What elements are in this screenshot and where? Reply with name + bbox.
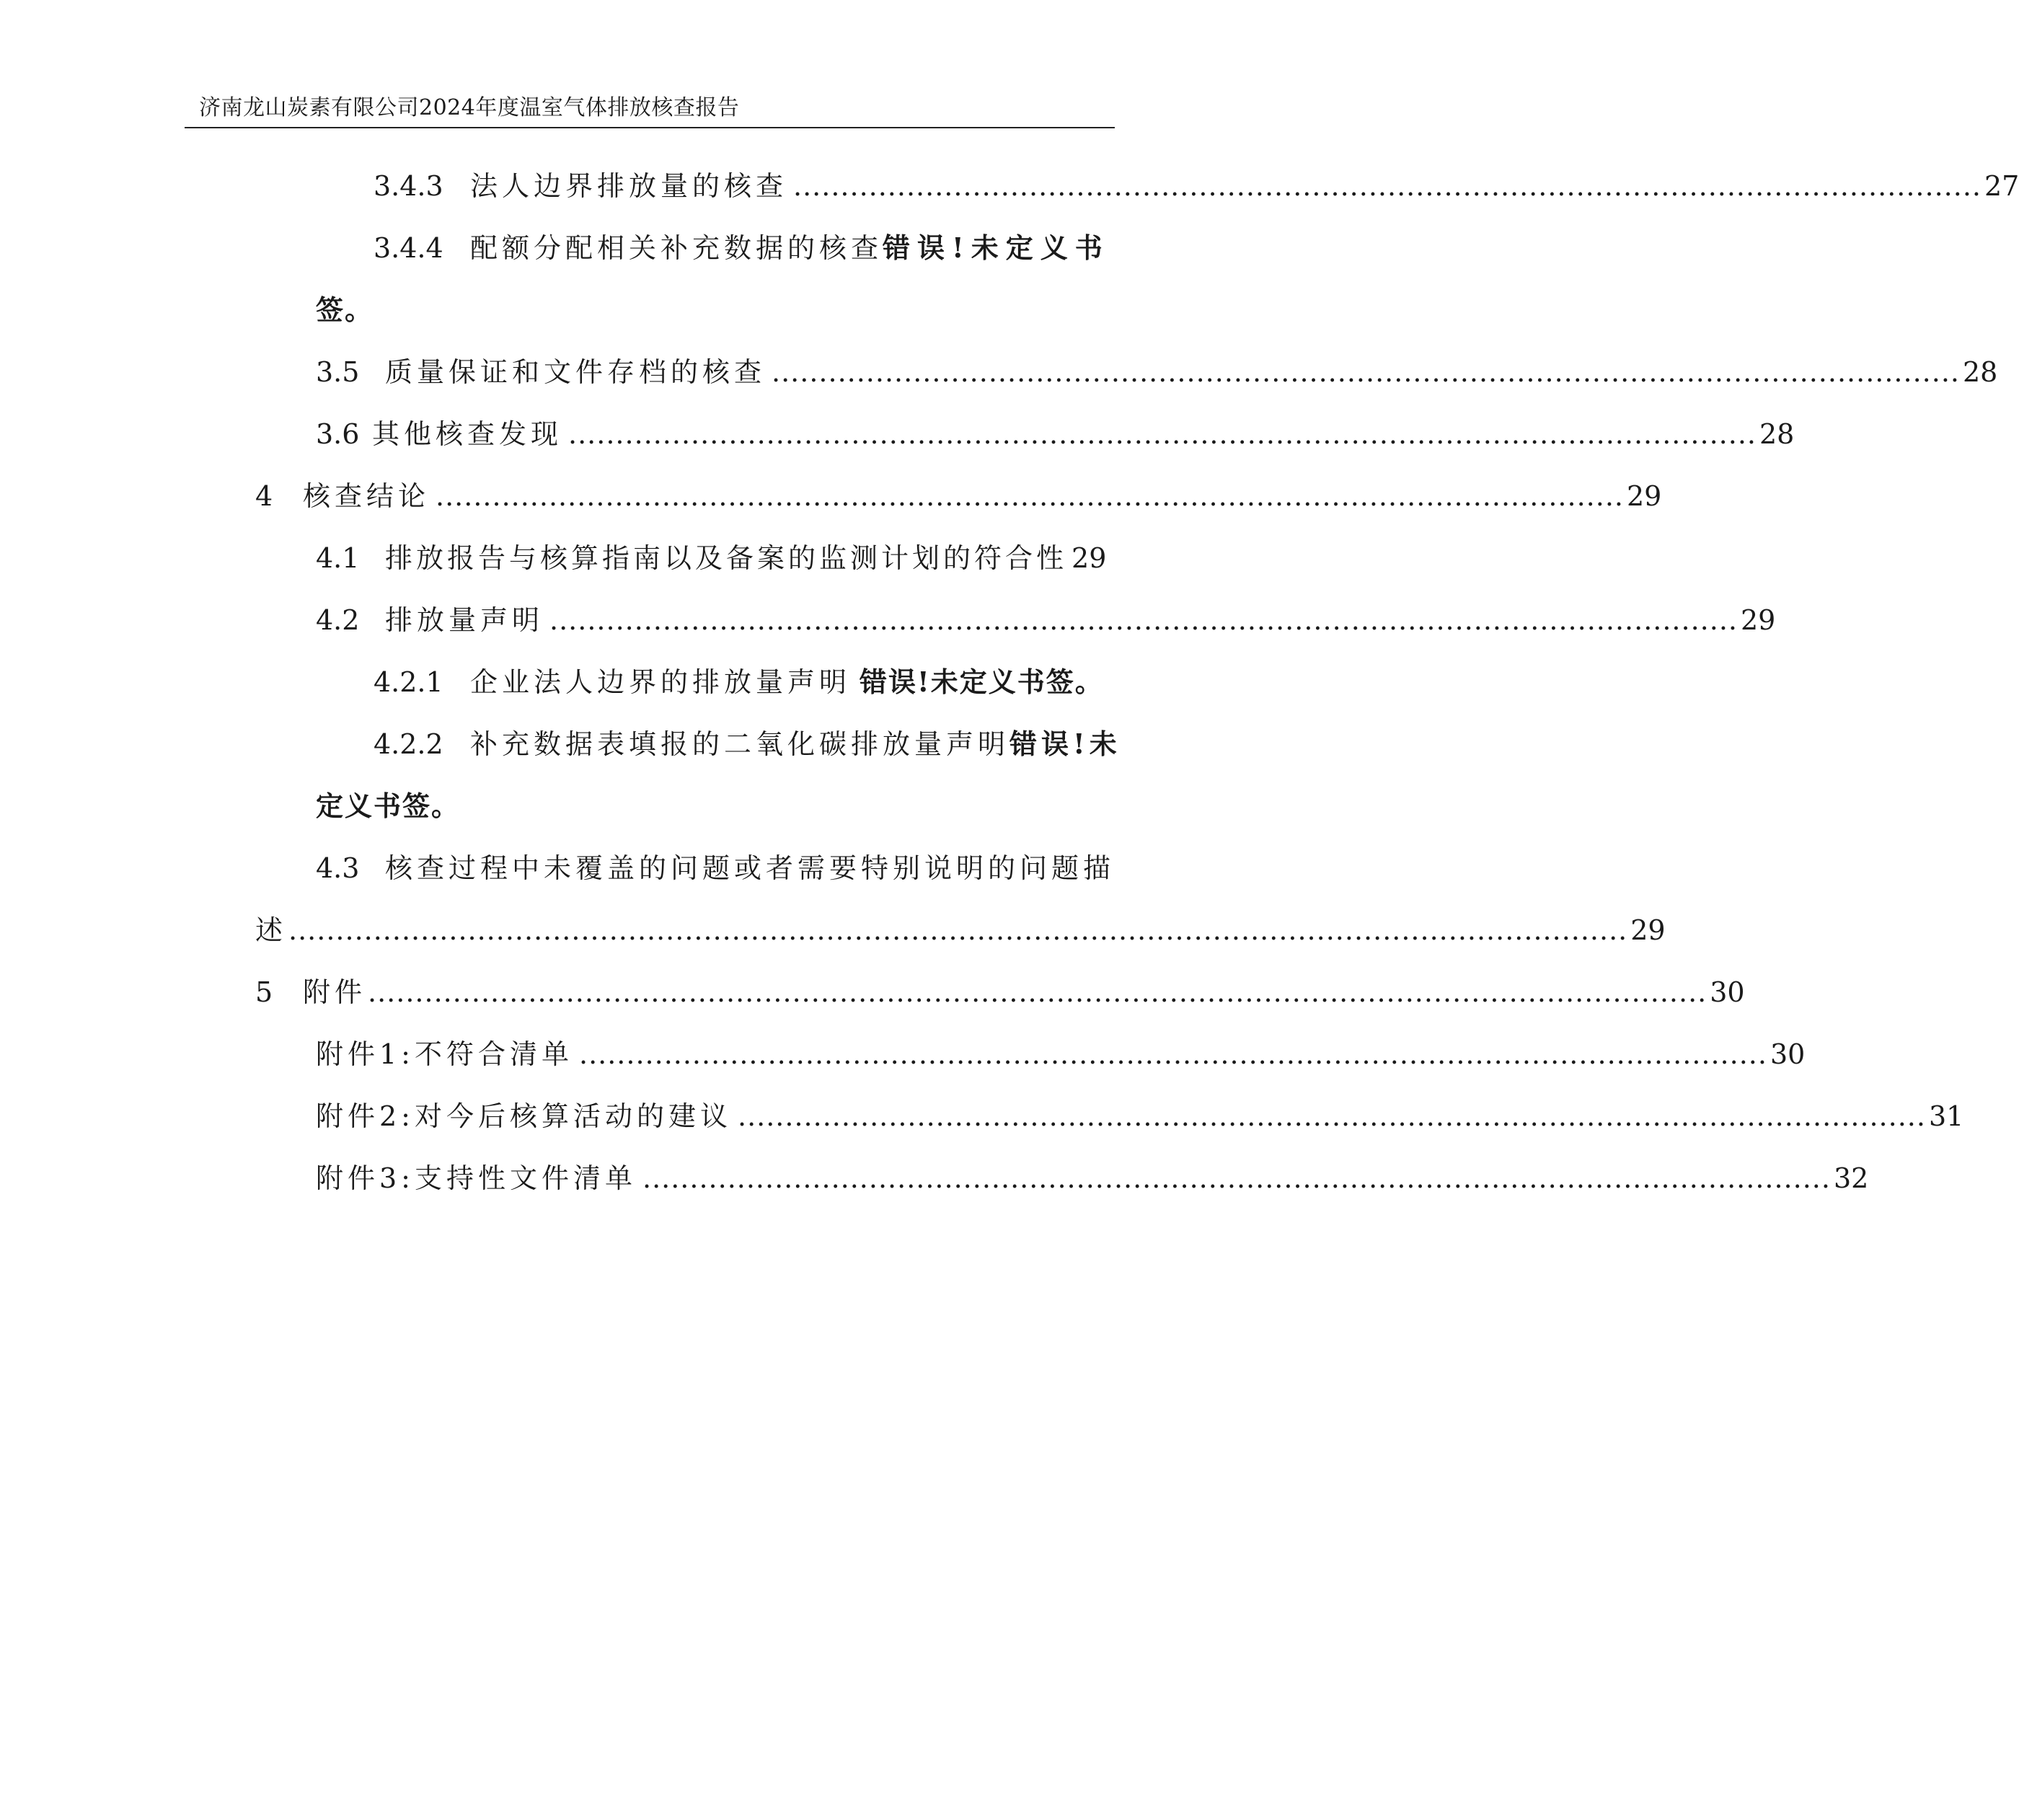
- toc-entry-4-1[interactable]: [316, 541, 1107, 575]
- toc-number: 3.5: [316, 356, 360, 388]
- toc-leader: ..............................................................................................................................: [578, 1038, 1767, 1070]
- toc-number: 4.2.1: [374, 666, 443, 698]
- toc-entry-4-2-1[interactable]: [374, 665, 1109, 699]
- toc-leader: ..............................................................................................................................: [436, 480, 1624, 512]
- toc-page-number: 28: [1759, 418, 1795, 450]
- toc-entry-4-3[interactable]: [316, 851, 1115, 885]
- toc-entry-3-6[interactable]: [316, 417, 1795, 451]
- toc-title: 排放量声明: [385, 604, 544, 636]
- toc-leader: ..............................................................................................................................................: [288, 914, 1628, 946]
- toc-number: 3.6: [316, 418, 360, 450]
- toc-page-number: 31: [1928, 1100, 1964, 1132]
- toc-leader: ..............................................................................................................................: [642, 1162, 1831, 1194]
- bookmark-error-text: 错误!未定义书签。: [860, 666, 1104, 698]
- toc-title: 核查过程中未覆盖的问题或者需要特别说明的问题描: [385, 852, 1115, 884]
- toc-title: 补充数据表填报的二氧化碳排放量声明: [470, 728, 1010, 760]
- toc-title: 企业法人边界的排放量声明: [470, 666, 852, 698]
- toc-page-number: 29: [1626, 480, 1662, 512]
- toc-title: 其他核查发现: [372, 418, 563, 450]
- toc-number: 4.3: [316, 852, 360, 884]
- toc-leader: ..............................................................................................................................: [568, 418, 1757, 450]
- toc-title: 述: [255, 914, 288, 946]
- toc-entry-attachment-3[interactable]: [316, 1161, 1869, 1196]
- toc-entry-3-4-3[interactable]: [374, 169, 2019, 203]
- toc-title: 附件3:支持性文件清单: [316, 1162, 637, 1194]
- toc-leader: ..............................................................................................................................: [549, 604, 1738, 636]
- toc-number: 4.1: [316, 542, 360, 574]
- toc-title: 配额分配相关补充数据的核查: [470, 232, 883, 264]
- toc-title: 附件: [303, 976, 367, 1008]
- toc-title: 法人边界排放量的核查: [470, 170, 788, 202]
- toc-entry-3-4-4[interactable]: [374, 231, 1110, 265]
- toc-entry-attachment-1[interactable]: [316, 1037, 1806, 1072]
- bookmark-error-text: 错误!未: [1010, 728, 1121, 760]
- toc-title: 附件2:对今后核算活动的建议: [316, 1100, 732, 1132]
- toc-page-number: 30: [1770, 1038, 1806, 1070]
- toc-entry-4[interactable]: [255, 479, 1662, 513]
- toc-entry-attachment-2[interactable]: [316, 1099, 1964, 1134]
- toc-page-number: 32: [1833, 1162, 1869, 1194]
- toc-page-number: 27: [1984, 170, 2019, 202]
- toc-title: 附件1:不符合清单: [316, 1038, 573, 1070]
- toc-title: 排放报告与核算指南以及备案的监测计划的符合性: [385, 542, 1068, 574]
- bookmark-error-text: 错误!未定义书: [883, 231, 1110, 264]
- toc-entry-5[interactable]: [255, 975, 1745, 1010]
- toc-number: 4.2: [316, 604, 360, 636]
- toc-leader: ..............................................................................................................................: [772, 356, 1960, 388]
- toc-number: 4: [255, 480, 273, 512]
- toc-entry-4-2-2-continuation: [316, 789, 460, 823]
- toc-page-number: 29: [1072, 542, 1107, 574]
- bookmark-error-text: 签。: [316, 293, 374, 326]
- toc-title: 核查结论: [303, 480, 430, 512]
- toc-number: 4.2.2: [374, 728, 443, 760]
- toc-entry-3-5[interactable]: [316, 355, 1998, 389]
- header-title: 济南龙山炭素有限公司2024年度温室气体排放核查报告: [199, 95, 740, 120]
- toc-title: 质量保证和文件存档的核查: [385, 356, 766, 388]
- bookmark-error-text: 定义书签。: [316, 790, 461, 822]
- toc-leader: ..............................................................................................................................: [737, 1100, 1926, 1132]
- page-header: [185, 91, 1115, 128]
- toc-leader: ..............................................................................................................................................: [368, 976, 1707, 1008]
- toc-entry-4-2[interactable]: [316, 603, 1776, 637]
- toc-number: 3.4.4: [374, 232, 443, 264]
- toc-leader: ..............................................................................................................................: [793, 170, 1982, 202]
- toc-page-number: 29: [1630, 914, 1666, 946]
- toc-entry-4-3-continuation[interactable]: [255, 913, 1666, 947]
- toc-entry-4-2-2[interactable]: [374, 727, 1121, 761]
- toc-page-number: 30: [1710, 976, 1745, 1008]
- toc-number: 5: [255, 976, 273, 1008]
- toc-number: 3.4.3: [374, 170, 443, 202]
- toc-entry-3-4-4-continuation: [316, 293, 374, 327]
- toc-page-number: 29: [1740, 604, 1776, 636]
- toc-page-number: 28: [1962, 356, 1998, 388]
